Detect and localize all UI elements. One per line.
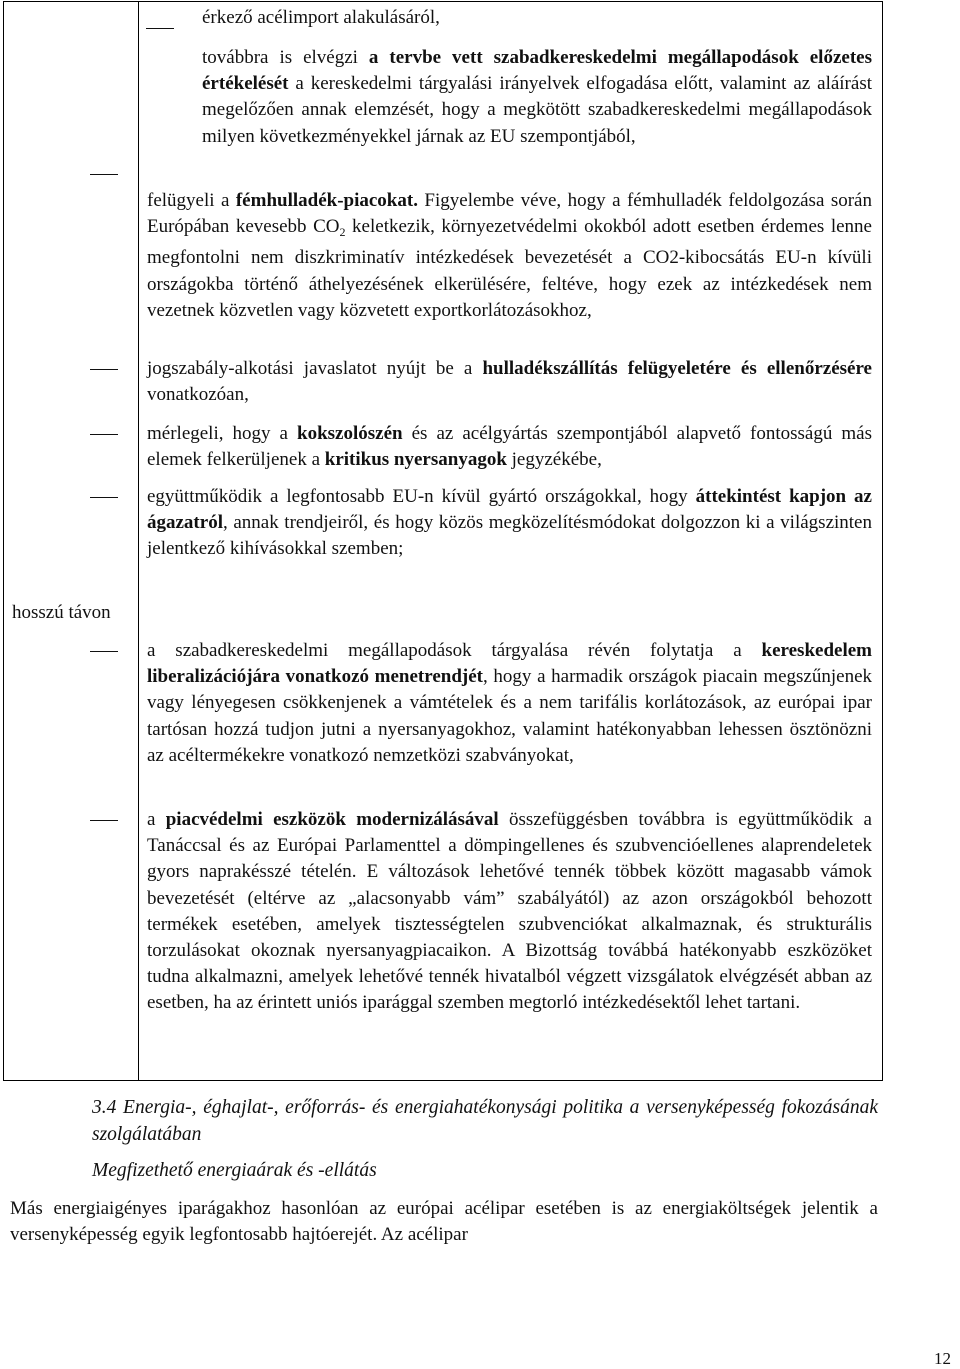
dash-bullet <box>90 434 118 435</box>
item-cooperation: együttműködik a legfontosabb EU-n kívül gyártó országokkal, hogy áttekintést kapjon az ágazatról, annak trendjeiről, és hogy közös megközelítésmódokat dolgozzon ki a világszinten jelentkező kihívásokkal szemben; <box>147 486 872 560</box>
dash-bullet <box>146 28 174 29</box>
section-heading: 3.4 Energia-, éghajlat-, erőforrás- és energiahatékonysági politika a versenyképesség fokozásának szolgálatában <box>92 1097 878 1145</box>
page-number: 12 <box>934 1349 951 1368</box>
body-paragraph: Más energiaigényes iparágakhoz hasonlóan az európai acélipar esetében is az energiaköltségek jelentik a versenyképesség egyik legfontosabb hajtóerejét. Az acélipar <box>10 1198 878 1246</box>
dash-bullet <box>90 820 118 821</box>
intro-line: érkező acélimport alakulásáról, <box>202 7 440 28</box>
dash-bullet <box>90 651 118 652</box>
measures-table <box>3 1 883 1081</box>
item-trade-defence: a piacvédelmi eszközök modernizálásával összefüggésben továbbra is együttműködik a Tanáccsal és az Európai Parlamenttel a dömpingellenes és szubvencióellenes alaprendeletek gyors naprakésszé tételén. E változások lehetővé tennék többek között magasabb vámok bevezetését (eltérve az „alacsonyabb vám” szabályától) az azon országokból behozott termékek esetében, amelyek tisztességtelen szubvenciókat alkalmaznak, és strukturális torzulásokat okoznak nyersanyagpiacaikon. A Bizottság továbbá hatékonyabb eszközöket tudna alkalmazni, amelyek lehetővé tennék hivatalból végzett vizsgálatok elvégzését abban az esetben, ha az érintett uniós iparággal szemben megtorló intézkedésektől lehet tartani. <box>147 809 872 1014</box>
section-subheading: Megfizethető energiaárak és -ellátás <box>92 1160 377 1181</box>
dash-bullet <box>90 369 118 370</box>
dash-bullet <box>90 497 118 498</box>
table-label-column <box>4 2 139 1080</box>
item-coking-coal: mérlegeli, hogy a kokszolószén és az acélgyártás szempontjából alapvető fontosságú más elemek felkerüljenek a kritikus nyersanyagok jegyzékébe, <box>147 423 872 471</box>
side-label-long-term: hosszú távon <box>12 602 111 623</box>
item-trade-liberalisation: a szabadkereskedelmi megállapodások tárgyalása révén folytatja a kereskedelem liberalizációjára vonatkozó menetrendjét, hogy a harmadik országok piacain megszűnjenek vagy lényegesen csökkenjenek a vámtételek és a nem tarifális korlátozások, az európai ipar tartósan hozzá tudjon jutni a nyersanyagokhoz, valamint hatékonyabban lehessen ösztönözni az acéltermékekre vonatkozó nemzetközi szabványokat, <box>147 640 872 766</box>
item-scrap-markets: felügyeli a fémhulladék-piacokat. Figyelembe véve, hogy a fémhulladék feldolgozása során Európában kevesebb $CO_2$ keletkezik, környezetvédelmi okokból adott esetben érdemes lenne megfontolni nem diszkriminatív intézkedések bevezetését a CO2-kibocsátás EU-n kívüli országokba történő áthelyezésének elkerülésére, feltéve, hogy ezek az intézkedések nem vezetnek közvetlen vagy közvetett exportkorlátozásokhoz, <box>147 190 872 321</box>
item-waste-shipment: jogszabály-alkotási javaslatot nyújt be a hulladékszállítás felügyeletére és ellenőrzésére vonatkozóan, <box>147 358 872 406</box>
item-fta-evaluation: továbbra is elvégzi a tervbe vett szabadkereskedelmi megállapodások előzetes értékelését a kereskedelmi tárgyalási irányelvek elfogadása előtt, valamint az aláírást megelőzően annak elemzését, hogy a megkötött szabadkereskedelmi megállapodások milyen következményekkel járnak az EU szempontjából, <box>202 47 872 147</box>
dash-bullet <box>90 174 118 175</box>
